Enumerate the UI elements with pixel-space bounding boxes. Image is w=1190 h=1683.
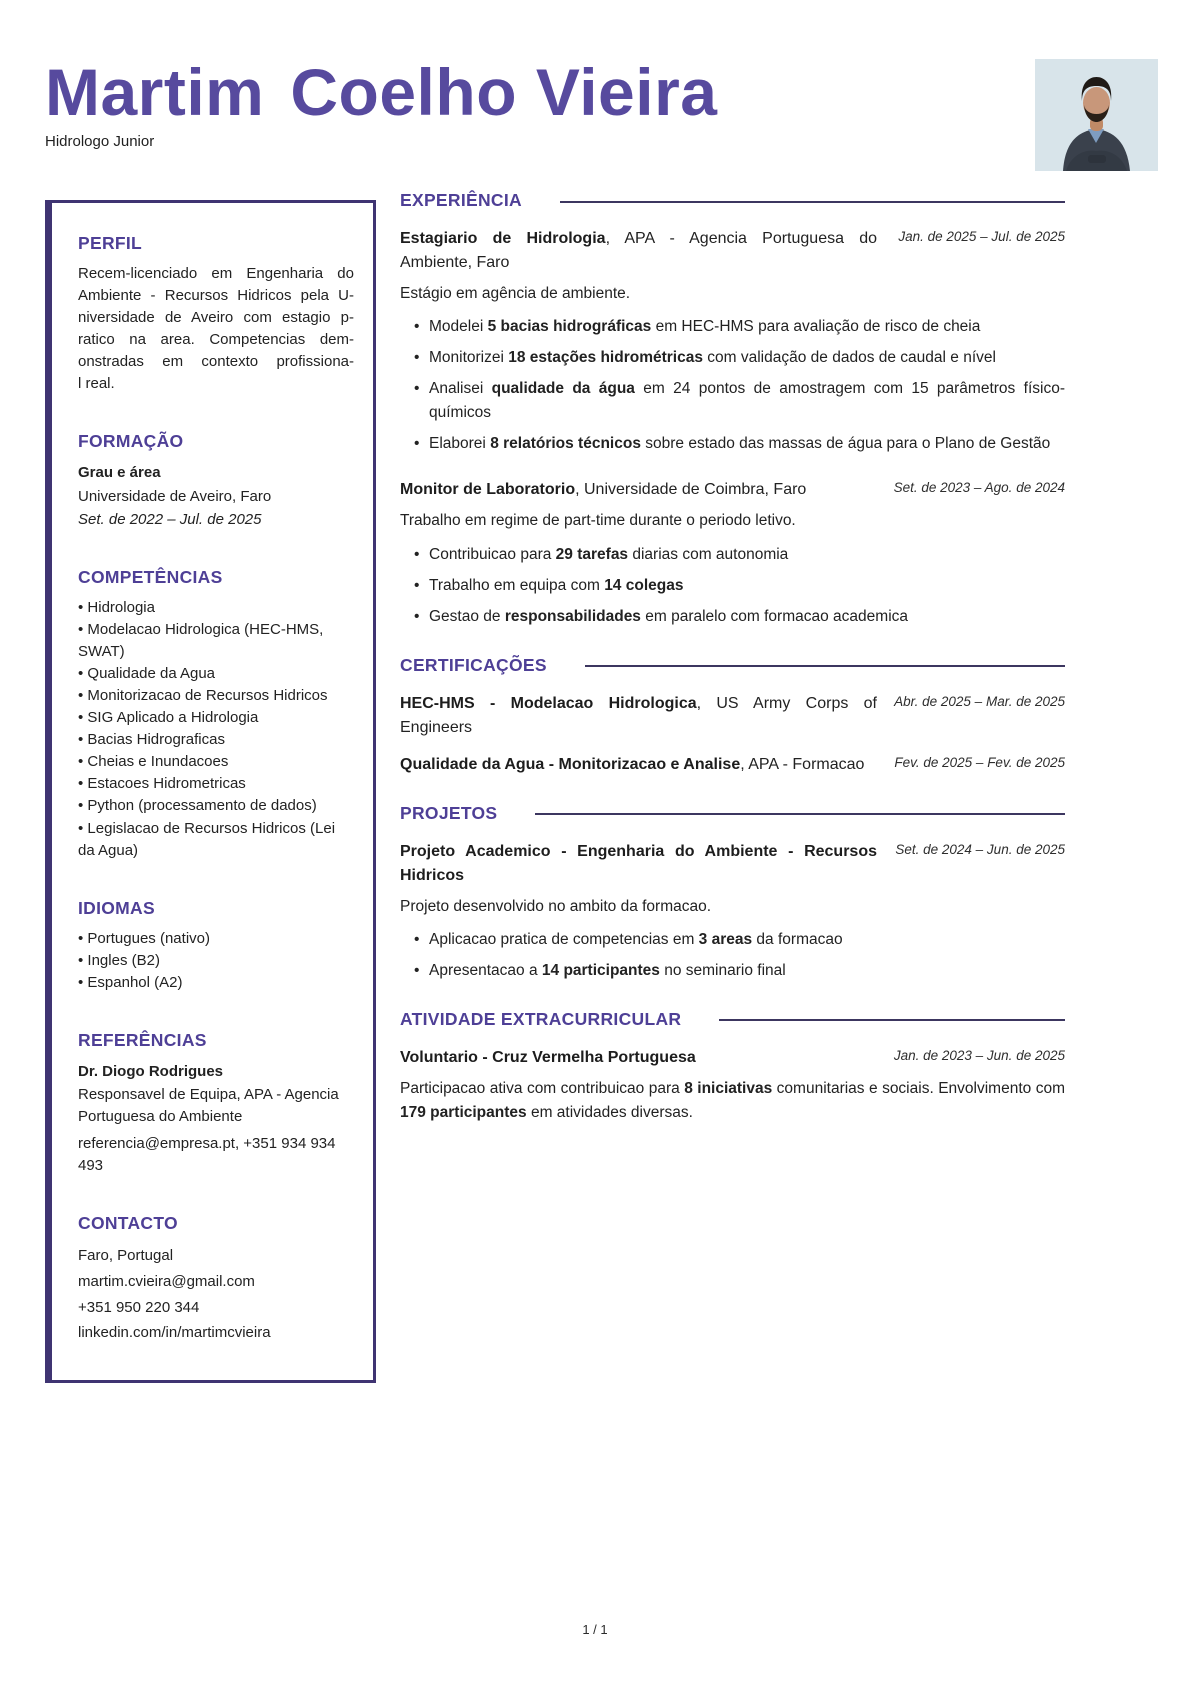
text-run: Trabalho em equipa com (429, 576, 605, 594)
highlighted-metric: 8 iniciativas (684, 1079, 773, 1097)
section-divider-line (535, 813, 1065, 815)
education-dates: Set. de 2022 – Jul. de 2025 (78, 510, 262, 528)
job-title: Hidrologo Junior (45, 133, 155, 151)
skill-item: • Monitorizacao de Recursos Hidricos (78, 687, 328, 705)
section-extracurricular (400, 1009, 1065, 1125)
education-school: Universidade de Aveiro, Faro (78, 487, 272, 505)
main-column (400, 190, 1065, 1151)
text-run: Elaborei (429, 435, 491, 453)
section-divider-line (560, 201, 1065, 203)
bullet-item (414, 959, 1065, 983)
bullet-text (429, 959, 1065, 983)
highlighted-metric: 8 relatórios técnicos (490, 435, 641, 453)
skill-item: • Qualidade da Agua (78, 665, 216, 683)
skill-item: • Modelacao Hidrologica (HEC-HMS, SWAT) (78, 621, 324, 661)
profile-line: Ambiente - Recursos Hidricos pela U- (78, 287, 354, 305)
bullet-text (429, 543, 1065, 567)
experience-header (400, 190, 1065, 211)
text-run: Contribuicao para (429, 545, 556, 563)
contact-heading: CONTACTO (78, 1212, 178, 1233)
bullet-text (429, 605, 1065, 629)
reference-role: Responsavel de Equipa, APA - Agencia Portuguesa do Ambiente (78, 1085, 339, 1125)
entry-organization: , APA - Agencia Portuguesa do Ambiente, Faro (400, 230, 878, 271)
highlighted-metric: 3 areas (698, 930, 753, 948)
entry-paragraph (400, 1077, 1065, 1125)
text-run: em atividades diversas. (526, 1103, 693, 1121)
highlighted-metric: 18 estações hidrométricas (508, 349, 703, 367)
bullet-item (414, 543, 1065, 567)
skills-heading: COMPETÊNCIAS (78, 567, 223, 588)
bullet-text (429, 928, 1065, 952)
bullet-marker: • (414, 380, 420, 398)
reference-contact: referencia@empresa.pt, +351 934 934 493 (78, 1134, 336, 1174)
bullet-marker: • (414, 930, 420, 948)
profile-photo-image (1035, 59, 1158, 171)
extracurricular-entries (400, 1046, 1065, 1125)
text-run: diarias com autonomia (628, 545, 789, 563)
entry (400, 840, 1065, 983)
section-experience (400, 190, 1065, 629)
text-run: sobre estado das massas de água para o Plano de Gestão (640, 435, 1051, 453)
text-run: Aplicacao pratica de competencias em (429, 930, 699, 948)
projects-header (400, 803, 1065, 824)
language-item: • Espanhol (A2) (78, 973, 183, 991)
highlighted-metric: 14 participantes (541, 961, 660, 979)
bullet-list (400, 928, 1065, 983)
text-run: em paralelo com formacao academica (640, 607, 909, 625)
bullet-marker: • (414, 318, 420, 336)
entry-organization: , Universidade de Coimbra, Faro (575, 481, 807, 499)
entry-date-range: Jan. de 2025 – Jul. de 2025 (898, 229, 1065, 244)
language-item: • Portugues (nativo) (78, 929, 210, 947)
text-run: em HEC-HMS para avaliação de risco de cheia (651, 318, 981, 336)
highlighted-metric: 29 tarefas (555, 545, 629, 563)
bullet-marker: • (414, 349, 420, 367)
entry-date-range: Set. de 2023 – Ago. de 2024 (893, 480, 1065, 496)
entry-title: Monitor de Laboratorio (400, 481, 576, 499)
contact-line: linkedin.com/in/martimcvieira (78, 1324, 271, 1342)
section-certifications (400, 655, 1065, 777)
text-run: comunitarias e sociais. Envolvimento com (772, 1079, 1065, 1097)
page-number: 1 / 1 (582, 1622, 608, 1637)
experience-entries (400, 227, 1065, 629)
profile-line: ratico na area. Competencias dem- (78, 331, 354, 349)
section-profile (78, 233, 354, 395)
last-name: Coelho Vieira (290, 55, 718, 129)
header (45, 55, 1145, 151)
entry (400, 478, 1065, 628)
bullet-marker: • (414, 576, 420, 594)
section-projects (400, 803, 1065, 983)
text-run: no seminario final (659, 961, 786, 979)
bullet-text (429, 432, 1065, 456)
bullet-item (414, 377, 1065, 425)
candidate-name (45, 55, 1145, 129)
profile-line: niversidade de Aveiro com estagio p- (78, 309, 354, 327)
text-run: Monitorizei (429, 349, 509, 367)
education-degree: Grau e área (78, 464, 161, 482)
entry-date-range: Fev. de 2025 – Fev. de 2025 (894, 754, 1065, 770)
certifications-heading: CERTIFICAÇÕES (400, 654, 547, 675)
highlighted-metric: 14 colegas (604, 576, 684, 594)
reference-name: Dr. Diogo Rodrigues (78, 1062, 224, 1080)
highlighted-metric: qualidade da água (491, 380, 635, 398)
section-contact (78, 1213, 354, 1346)
bullet-marker: • (414, 607, 420, 625)
highlighted-metric: 5 bacias hidrográficas (487, 318, 652, 336)
text-run: Modelei (429, 318, 488, 336)
languages-list (78, 928, 354, 994)
entry-summary: Projeto desenvolvido no ambito da formacao. (400, 897, 712, 915)
section-divider-line (719, 1019, 1065, 1021)
bullet-list (400, 315, 1065, 456)
skill-item: • Hidrologia (78, 599, 155, 617)
skill-item: • Cheias e Inundacoes (78, 753, 229, 771)
skill-item: • Python (processamento de dados) (78, 797, 317, 815)
profile-line: Recem-licenciado em Engenharia do (78, 265, 354, 282)
bullet-text (429, 346, 1065, 370)
bullet-text (429, 315, 1065, 339)
section-languages (78, 898, 354, 994)
entry-summary: Trabalho em regime de part-time durante o periodo letivo. (400, 512, 796, 530)
profile-line: l real. (78, 375, 115, 393)
bullet-marker: • (414, 961, 420, 979)
contact-lines (78, 1243, 354, 1346)
entry-date-range: Jan. de 2023 – Jun. de 2025 (893, 1047, 1065, 1063)
bullet-text (429, 377, 1065, 425)
bullet-item (414, 432, 1065, 456)
profile-line: onstradas em contexto profissiona- (78, 353, 354, 371)
bullet-list (400, 543, 1065, 629)
text-run: em 24 pontos de amostragem com 15 parâmetros físico-químicos (429, 380, 1065, 422)
bullet-marker: • (414, 435, 420, 453)
extracurricular-heading: ATIVIDADE EXTRACURRICULAR (400, 1008, 682, 1029)
profile-text (78, 263, 354, 395)
entry-title: Projeto Academico - Engenharia do Ambiente - Recursos Hidricos (400, 842, 877, 884)
section-references (78, 1030, 354, 1177)
bullet-item (414, 315, 1065, 339)
text-run: da formacao (752, 930, 843, 948)
section-divider-line (585, 665, 1065, 667)
certifications-header (400, 655, 1065, 676)
bullet-item (414, 574, 1065, 598)
bullet-marker: • (414, 545, 420, 563)
section-education (78, 431, 354, 531)
entry (400, 753, 1065, 777)
profile-heading: PERFIL (78, 233, 143, 253)
entry (400, 227, 1065, 456)
references-heading: REFERÊNCIAS (78, 1029, 207, 1050)
entry-title: Voluntario - Cruz Vermelha Portuguesa (400, 1048, 696, 1066)
skill-item: • SIG Aplicado a Hidrologia (78, 709, 259, 727)
text-run: Gestao de (429, 607, 505, 625)
first-name: Martim (45, 55, 265, 129)
skill-item: • Estacoes Hidrometricas (78, 775, 246, 793)
bullet-item (414, 605, 1065, 629)
contact-line: Faro, Portugal (78, 1246, 174, 1264)
bullet-item (414, 346, 1065, 370)
skill-item: • Bacias Hidrograficas (78, 731, 225, 749)
text-run: Apresentacao a (429, 961, 542, 979)
entry-title: Estagiario de Hidrologia (400, 230, 606, 247)
skills-list (78, 597, 354, 862)
skill-item: • Legislacao de Recursos Hidricos (Lei da Agua) (78, 819, 336, 859)
entry-organization: , US Army Corps of Engineers (400, 694, 878, 736)
languages-heading: IDIOMAS (78, 897, 155, 918)
text-run: Participacao ativa com contribuicao para (400, 1079, 685, 1097)
entry-title: Qualidade da Agua - Monitorizacao e Analise (400, 755, 741, 773)
extracurricular-header (400, 1009, 1065, 1030)
language-item: • Ingles (B2) (78, 951, 160, 969)
sidebar (45, 200, 376, 1383)
entry-summary: Estágio em agência de ambiente. (400, 285, 631, 302)
entry-organization: , APA - Formacao (740, 755, 865, 773)
section-skills (78, 567, 354, 862)
entry (400, 692, 1065, 740)
text-run: Analisei (429, 380, 492, 398)
contact-line: +351 950 220 344 (78, 1298, 200, 1316)
experience-heading: EXPERIÊNCIA (400, 190, 522, 210)
projects-heading: PROJETOS (400, 802, 498, 823)
highlighted-metric: 179 participantes (400, 1103, 527, 1121)
contact-line: martim.cvieira@gmail.com (78, 1272, 255, 1290)
highlighted-metric: responsabilidades (504, 607, 641, 625)
profile-photo (1035, 59, 1158, 171)
text-run: com validação de dados de caudal e nível (702, 349, 996, 367)
bullet-text (429, 574, 1065, 598)
entry-date-range: Abr. de 2025 – Mar. de 2025 (894, 693, 1065, 709)
bullet-item (414, 928, 1065, 952)
entry-date-range: Set. de 2024 – Jun. de 2025 (895, 841, 1065, 857)
project-entries (400, 840, 1065, 983)
certification-entries (400, 692, 1065, 777)
education-heading: FORMAÇÃO (78, 431, 184, 452)
entry (400, 1046, 1065, 1125)
entry-title: HEC-HMS - Modelacao Hidrologica (400, 694, 697, 712)
